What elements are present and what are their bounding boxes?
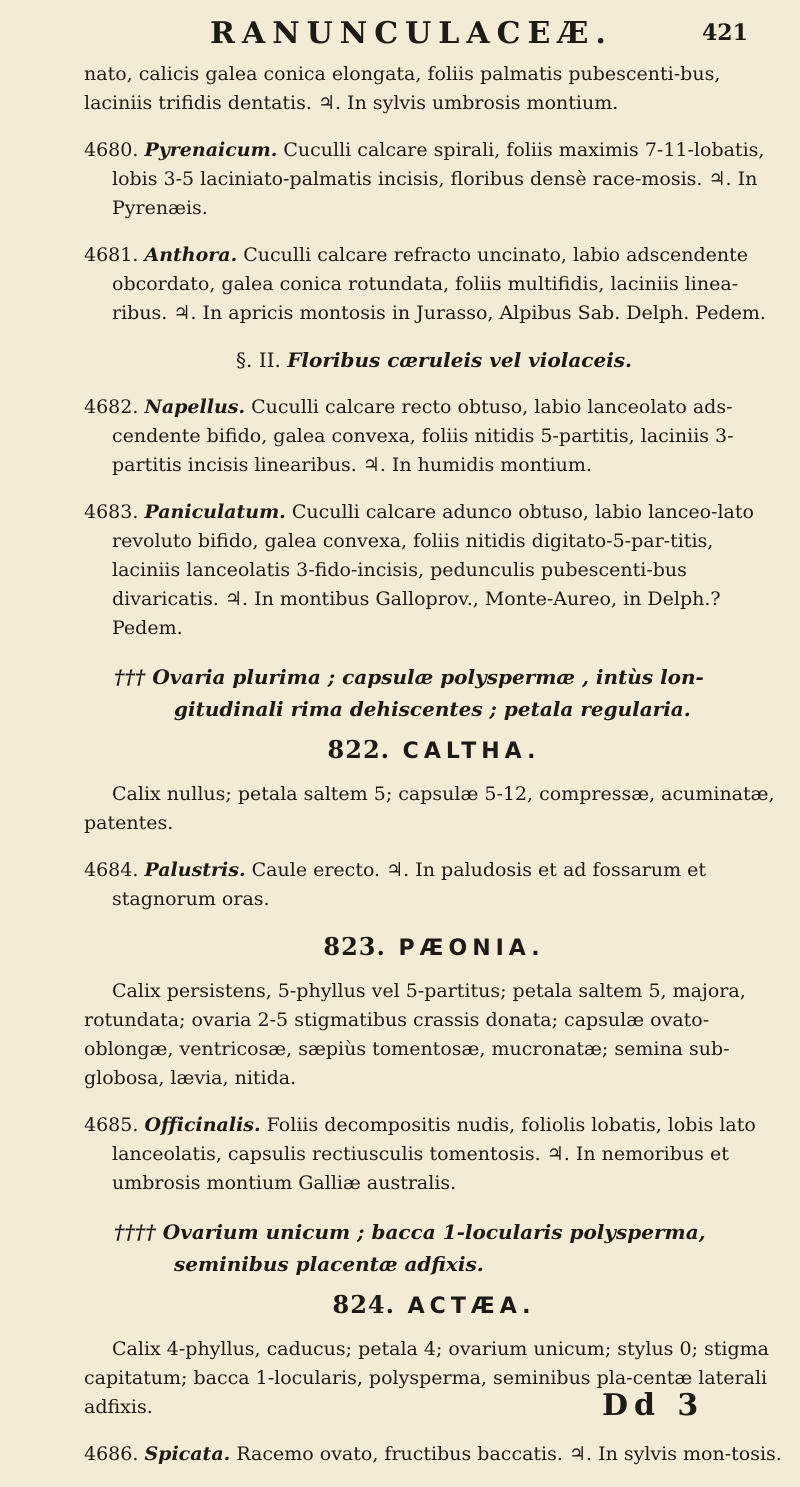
page-body [84,60,784,1487]
species-description: Cuculli calcare recto obtuso, labio lanceolato ads-cendente bifido, galea convexa, foliis nitidis 5-partitis, laciniis 3-partitis incisis linearibus. ♃. In humidis montium. [112,396,734,476]
genus-name: PÆONIA. [398,936,545,961]
species-entry-4681 [84,241,784,328]
species-description: Caule erecto. ♃. In paludosis et ad fossarum et stagnorum oras. [112,859,707,910]
division-heading: †††† Ovarium unicum ; bacca 1-locularis polysperma, seminibus placentæ adfixis. [114,1220,706,1276]
species-entry-4683 [84,498,784,643]
division-heading: ††† Ovaria plurima ; capsulæ polyspermæ , intùs lon-gitudinali rima dehiscentes ; petala regularia. [114,665,704,721]
species-description: Foliis decompositis nudis, foliolis lobatis, lobis lato lanceolatis, capsulis rectiusculis tomentosis. ♃. In nemoribus et umbrosis montium Galliæ australis. [112,1114,756,1194]
genus-description: Calix persistens, 5-phyllus vel 5-partitus; petala saltem 5, majora, rotundata; ovaria 2-5 stigmatibus crassis donata; capsulæ ovato-oblongæ, ventricosæ, sæpiùs tomentosæ, mucronatæ; semina sub-globosa, lævia, nitida. [84,980,746,1089]
genus-heading [84,932,784,963]
entry-number: 4683. [84,501,139,523]
genus-description: Calix nullus; petala saltem 5; capsulæ 5-12, compressæ, acuminatæ, patentes. [84,783,775,834]
entry-number: 4684. [84,859,139,881]
species-name: Paniculatum. [144,501,286,523]
species-name: Officinalis. [144,1114,261,1136]
genus-number: 824. [332,1290,395,1319]
species-description: Cuculli calcare adunco obtuso, labio lanceo-lato revoluto bifido, galea convexa, foliis nitidis digitato-5-par-titis, laciniis lanceolatis 3-fido-incisis, pedunculis pubescenti-bus divaricatis. ♃. In montibus Galloprov., Monte-Aureo, in Delph.? Pedem. [112,501,754,639]
page-header [0,12,800,56]
species-entry-4686 [84,1440,784,1469]
species-description: Racemo ovato, fructibus baccatis. ♃. In sylvis mon-tosis. [236,1443,782,1465]
page-number: 421 [702,20,748,46]
running-head: RANUNCULACEÆ. [210,16,613,51]
genus-number: 822. [327,735,390,764]
species-entry-4684 [84,856,784,914]
entry-number: 4681. [84,244,139,266]
genus-name: ACTÆA. [407,1294,536,1319]
species-entry-4680 [84,136,784,223]
genus-name: CALTHA. [402,739,541,764]
entry-number: 4682. [84,396,139,418]
species-name: Spicata. [144,1443,231,1465]
species-description: Cuculli calcare refracto uncinato, labio adscendente obcordato, galea conica rotundata, foliis multifidis, laciniis linea-ribus. ♃. In apricis montosis in Jurasso, Alpibus Sab. Delph. Pedem. [112,244,766,324]
entry-continuation: nato, calicis galea conica elongata, foliis palmatis pubescenti-bus, laciniis trifidis dentatis. ♃. In sylvis umbrosis montium. [84,63,721,114]
section-mark: §. II. [235,348,281,372]
species-name: Palustris. [144,859,246,881]
entry-number: 4686. [84,1443,139,1465]
section-heading [84,346,784,375]
species-entry-4685 [84,1111,784,1198]
entry-number: 4680. [84,139,139,161]
genus-heading [84,1290,784,1321]
species-name: Anthora. [144,244,238,266]
species-description: Cuculli calcare spirali, foliis maximis 7-11-lobatis, lobis 3-5 laciniato-palmatis incisis, floribus densè race-mosis. ♃. In Pyrenæis. [112,139,765,219]
signature-mark: Dd 3 [602,1388,705,1423]
species-entry-4682 [84,393,784,480]
genus-description: Calix 4-phyllus, caducus; petala 4; ovarium unicum; stylus 0; stigma capitatum; bacca 1-locularis, polysperma, seminibus pla-centæ laterali adfixis. [84,1338,769,1418]
species-name: Napellus. [144,396,246,418]
species-name: Pyrenaicum. [144,139,278,161]
genus-number: 823. [323,932,386,961]
genus-heading [84,735,784,766]
section-title: Floribus cæruleis vel violaceis. [287,348,633,372]
entry-number: 4685. [84,1114,139,1136]
